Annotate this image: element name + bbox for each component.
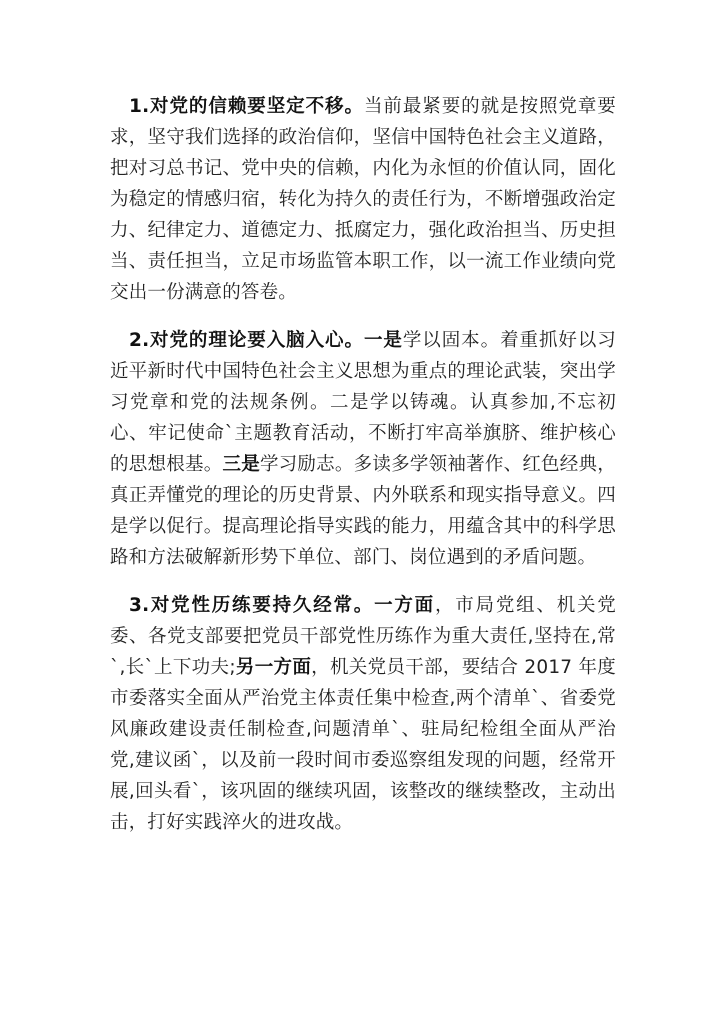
document-body xyxy=(110,91,616,855)
paragraph-3-point-1-marker: 一方面 xyxy=(374,595,435,616)
paragraph-3-point-2-marker: 另一方面 xyxy=(235,657,312,678)
paragraph-2 xyxy=(110,325,616,573)
paragraph-1-heading: 1.对党的信赖要坚定不移。 xyxy=(129,96,364,117)
paragraph-1-text: 当前最紧要的就是按照党章要求，坚守我们选择的政治信仰，坚信中国特色社会主义道路，把对习总书记、党中央的信赖，内化为永恒的价值认同，固化为稳定的情感归宿，转化为持久的责任行为，不断增强政治定力、纪律定力、道德定力、抵腐定力，强化政治担当、历史担当、责任担当，立足市场监管本职工作，以一流工作业绩向党交出一份满意的答卷。 xyxy=(110,96,616,303)
paragraph-2-heading: 2.对党的理论要入脑入心。 xyxy=(129,330,364,351)
paragraph-3-heading: 3.对党性历练要持久经常。 xyxy=(129,595,375,616)
paragraph-1 xyxy=(110,91,616,308)
paragraph-2-text-1: 学以固本。着重抓好以习近平新时代中国特色社会主义思想为重点的理论武装，突出学习党章和党的法规条例。二是学以铸魂。认真参加,不忘初心、牢记使命`主题教育活动，不断打牢高举旗脐、维护核心的思想根基。 xyxy=(110,330,616,475)
paragraph-3 xyxy=(110,590,616,838)
paragraph-2-text-2: 学习励志。多读多学领袖著作、红色经典，真正弄懂党的理论的历史背景、内外联系和现实指导意义。四是学以促行。提高理论指导实践的能力，用蕴含其中的科学思路和方法破解新形势下单位、部门、岗位遇到的矛盾问题。 xyxy=(110,454,616,568)
paragraph-3-text-1: ，市局党组、机关党委、各党支部要把党员干部党性历练作为重大责任,坚持在,常`,长`上下功夫; xyxy=(110,595,616,678)
paragraph-2-point-1-marker: 一是 xyxy=(363,330,403,351)
paragraph-3-text-2: ，机关党员干部，要结合 2017 年度市委落实全面从严治党主体责任集中检查,两个清单`、省委党风廉政建设责任制检查,问题清单`、驻局纪检组全面从严治党,建议函`，以及前一段时间市委巡察组发现的问题，经常开展,回头看`，该巩固的继续巩固，该整改的继续整改，主动出击，打好实践淬火的进攻战。 xyxy=(110,657,616,833)
paragraph-2-point-3-marker: 三是 xyxy=(222,454,260,475)
